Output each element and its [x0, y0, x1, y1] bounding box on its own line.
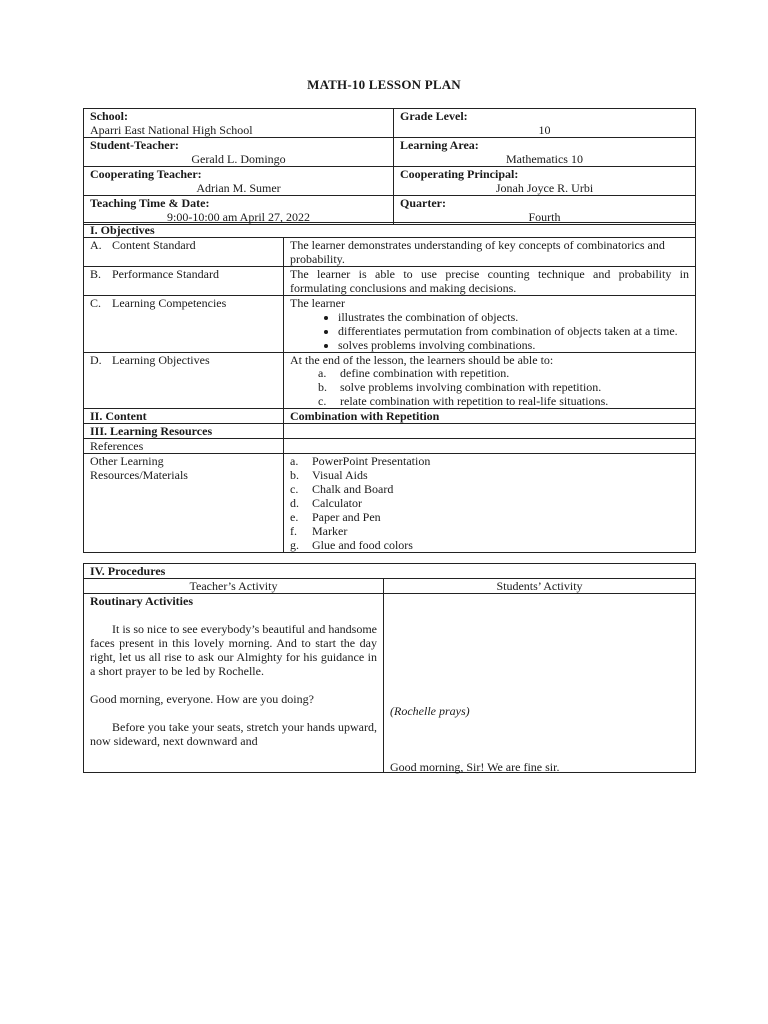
list-item	[290, 524, 689, 538]
performance-standard-text: The learner is able to use precise counting technique and probability in formulating conclusions and making decisions.	[284, 267, 696, 296]
teaching-time-value: 9:00-10:00 am April 27, 2022	[167, 210, 310, 224]
list-item	[290, 496, 689, 510]
student-response: (Rochelle prays)	[390, 704, 470, 718]
list-marker: c.	[318, 393, 327, 408]
list-text: Marker	[312, 524, 348, 539]
school-value: Aparri East National High School	[90, 123, 253, 137]
grade-level-value: 10	[538, 123, 551, 137]
cooperating-principal-label: Cooperating Principal:	[400, 167, 519, 181]
content-standard-label: Content Standard	[112, 238, 196, 252]
row-label	[84, 238, 284, 267]
list-text: solve problems involving combination with repetition.	[340, 379, 602, 394]
list-text: Paper and Pen	[312, 510, 381, 525]
student-activity-header: Students’ Activity	[384, 579, 696, 594]
table-row	[84, 454, 696, 553]
cooperating-principal-value: Jonah Joyce R. Urbi	[495, 181, 594, 195]
list-text: Calculator	[312, 496, 362, 511]
list-text: Chalk and Board	[312, 482, 394, 497]
list-marker: e.	[290, 510, 299, 525]
list-marker: a.	[318, 366, 327, 380]
teacher-paragraph: Good morning, everyone. How are you doing?	[90, 692, 314, 706]
teacher-paragraph: Before you take your seats, stretch your hands upward, now sideward, next downward and	[90, 720, 377, 748]
info-cell	[394, 196, 696, 225]
student-teacher-label: Student-Teacher:	[90, 138, 179, 152]
table-row	[84, 424, 696, 439]
info-cell	[84, 138, 394, 167]
procedures-table	[83, 563, 696, 773]
learning-area-label: Learning Area:	[400, 138, 479, 152]
objectives-intro: At the end of the lesson, the learners should be able to:	[290, 353, 554, 367]
objectives-list	[290, 367, 689, 408]
performance-standard-label: Performance Standard	[112, 267, 219, 281]
table-row	[84, 223, 696, 238]
student-response: Good morning, Sir! We are fine sir.	[390, 760, 560, 774]
quarter-value: Fourth	[528, 210, 561, 224]
row-label	[84, 267, 284, 296]
list-text: define combination with repetition.	[340, 366, 510, 380]
table-row	[84, 579, 696, 594]
content-heading: II. Content	[84, 409, 284, 424]
list-marker: b.	[318, 379, 327, 394]
content-value: Combination with Repetition	[284, 409, 696, 424]
empty-cell	[284, 424, 696, 439]
quarter-label: Quarter:	[400, 196, 446, 210]
info-cell	[394, 109, 696, 138]
learning-objectives-cell	[284, 353, 696, 409]
list-marker: d.	[290, 496, 299, 511]
routinary-heading: Routinary Activities	[90, 594, 193, 608]
student-activity-cell	[384, 594, 696, 773]
learning-objectives-label: Learning Objectives	[112, 353, 210, 367]
list-item	[290, 454, 689, 468]
list-marker: f.	[290, 524, 297, 539]
table-row	[84, 267, 696, 296]
list-item	[290, 482, 689, 496]
table-row	[84, 296, 696, 353]
cooperating-teacher-label: Cooperating Teacher:	[90, 167, 202, 181]
competencies-intro: The learner	[290, 296, 345, 310]
info-cell	[394, 138, 696, 167]
list-text: Glue and food colors	[312, 538, 413, 553]
teaching-time-label: Teaching Time & Date:	[90, 196, 210, 210]
info-row	[84, 196, 696, 225]
info-row	[84, 138, 696, 167]
objectives-heading: I. Objectives	[84, 223, 696, 238]
row-label	[84, 296, 284, 353]
info-cell	[84, 196, 394, 225]
cooperating-teacher-value: Adrian M. Sumer	[196, 181, 281, 195]
grade-level-label: Grade Level:	[400, 109, 468, 123]
table-row	[84, 409, 696, 424]
learning-competencies-label: Learning Competencies	[112, 296, 227, 310]
learning-competencies-cell	[284, 296, 696, 353]
school-label: School:	[90, 109, 129, 123]
list-item	[318, 381, 689, 395]
empty-cell	[284, 439, 696, 454]
info-cell	[84, 167, 394, 196]
procedures-heading: IV. Procedures	[84, 564, 696, 579]
table-row	[84, 439, 696, 454]
table-row	[84, 353, 696, 409]
list-marker: c.	[290, 482, 299, 497]
content-standard-text: The learner demonstrates understanding of key concepts of combinatorics and probability.	[284, 238, 696, 267]
info-row	[84, 167, 696, 196]
teacher-activity-cell	[84, 594, 384, 773]
list-item	[290, 510, 689, 524]
row-marker: A.	[90, 238, 102, 252]
teacher-activity-header: Teacher’s Activity	[84, 579, 384, 594]
competencies-list	[290, 310, 689, 352]
info-row	[84, 109, 696, 138]
list-item: • illustrates the combination of objects.	[338, 310, 689, 324]
list-marker: b.	[290, 468, 299, 483]
list-item: • differentiates permutation from combination of objects taken at a time.	[338, 324, 689, 338]
info-cell	[84, 109, 394, 138]
list-item	[290, 468, 689, 482]
row-marker: B.	[90, 267, 102, 281]
info-cell	[394, 167, 696, 196]
learning-area-value: Mathematics 10	[506, 152, 583, 166]
teacher-paragraph: It is so nice to see everybody’s beautiful and handsome faces present in this lovely morning. And to start the day right, let us all rise to ask our Almighty for his guidance in a short prayer to be led by Rochelle.	[90, 622, 377, 678]
references-label: References	[84, 439, 284, 454]
other-resources-line1: Other Learning	[90, 454, 164, 469]
list-marker: g.	[290, 538, 299, 553]
objectives-table	[83, 222, 696, 553]
list-item: • solves problems involving combinations.	[338, 338, 689, 352]
table-row	[84, 594, 696, 773]
other-resources-cell	[284, 454, 696, 553]
info-table	[83, 108, 696, 225]
page-title: MATH-10 LESSON PLAN	[307, 77, 461, 92]
list-text: relate combination with repetition to real-life situations.	[340, 393, 609, 408]
list-item	[290, 538, 689, 552]
list-text: Visual Aids	[312, 468, 368, 483]
table-row	[84, 564, 696, 579]
list-item	[318, 367, 689, 381]
other-resources-label	[84, 454, 284, 553]
student-teacher-value: Gerald L. Domingo	[191, 152, 286, 166]
list-text: PowerPoint Presentation	[312, 454, 431, 469]
list-item	[318, 395, 689, 409]
list-marker: a.	[290, 454, 299, 469]
row-label	[84, 353, 284, 409]
table-row	[84, 238, 696, 267]
other-resources-line2: Resources/Materials	[90, 468, 188, 483]
resources-heading: III. Learning Resources	[84, 424, 284, 439]
row-marker: D.	[90, 353, 102, 367]
row-marker: C.	[90, 296, 102, 310]
